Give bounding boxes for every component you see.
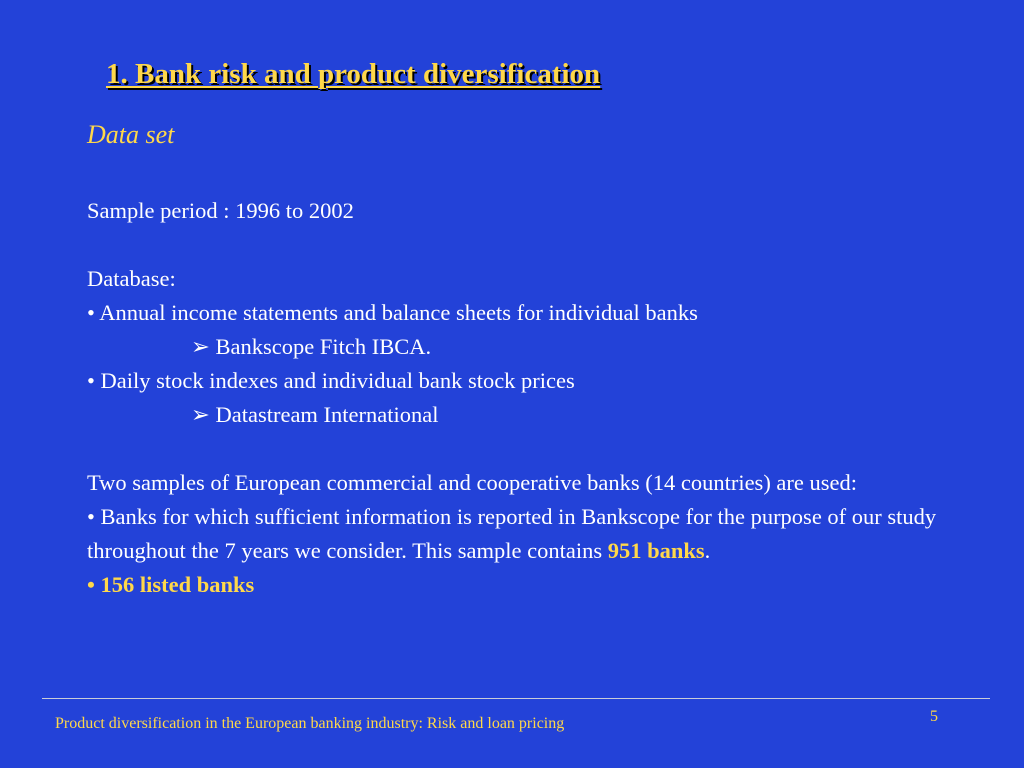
bullet-icon: •: [87, 572, 95, 597]
database-source: Bankscope Fitch IBCA.: [215, 334, 432, 359]
bullet-icon: •: [87, 504, 95, 529]
sub-list-item: [87, 398, 967, 432]
sub-list-item: [87, 330, 967, 364]
list-item: [87, 500, 967, 568]
list-item: [87, 296, 967, 330]
sample-count: 951 banks: [607, 538, 705, 563]
slide-body: [87, 194, 967, 602]
database-item-text: Daily stock indexes and individual bank stock prices: [100, 368, 575, 393]
samples-intro: Two samples of European commercial and cooperative banks (14 countries) are used:: [87, 470, 858, 495]
list-item: [87, 568, 967, 602]
database-source: Datastream International: [215, 402, 439, 427]
slide-title: 1. Bank risk and product diversification: [106, 58, 601, 90]
footer-divider: [42, 698, 990, 699]
list-item: [87, 364, 967, 398]
sample-description: Banks for which sufficient information is reported in Bankscope for the purpose of our study throughout the 7 years we consider. This sample contains: [87, 504, 937, 563]
spacer: [87, 228, 967, 262]
bullet-icon: •: [87, 368, 95, 393]
spacer: [87, 432, 967, 466]
sample-period-end: .: [704, 538, 711, 563]
database-label: Database:: [87, 266, 176, 291]
footer-text: Product diversification in the European banking industry: Risk and loan pricing: [55, 715, 565, 732]
arrow-bullet-icon: ➢: [191, 402, 210, 427]
section-subtitle: Data set: [87, 120, 175, 149]
page-number: 5: [930, 708, 938, 725]
sample-period: Sample period : 1996 to 2002: [87, 198, 354, 223]
bullet-icon: •: [87, 300, 95, 325]
arrow-bullet-icon: ➢: [191, 334, 210, 359]
database-item-text: Annual income statements and balance sheets for individual banks: [99, 300, 698, 325]
listed-banks-sample: 156 listed banks: [100, 572, 255, 597]
